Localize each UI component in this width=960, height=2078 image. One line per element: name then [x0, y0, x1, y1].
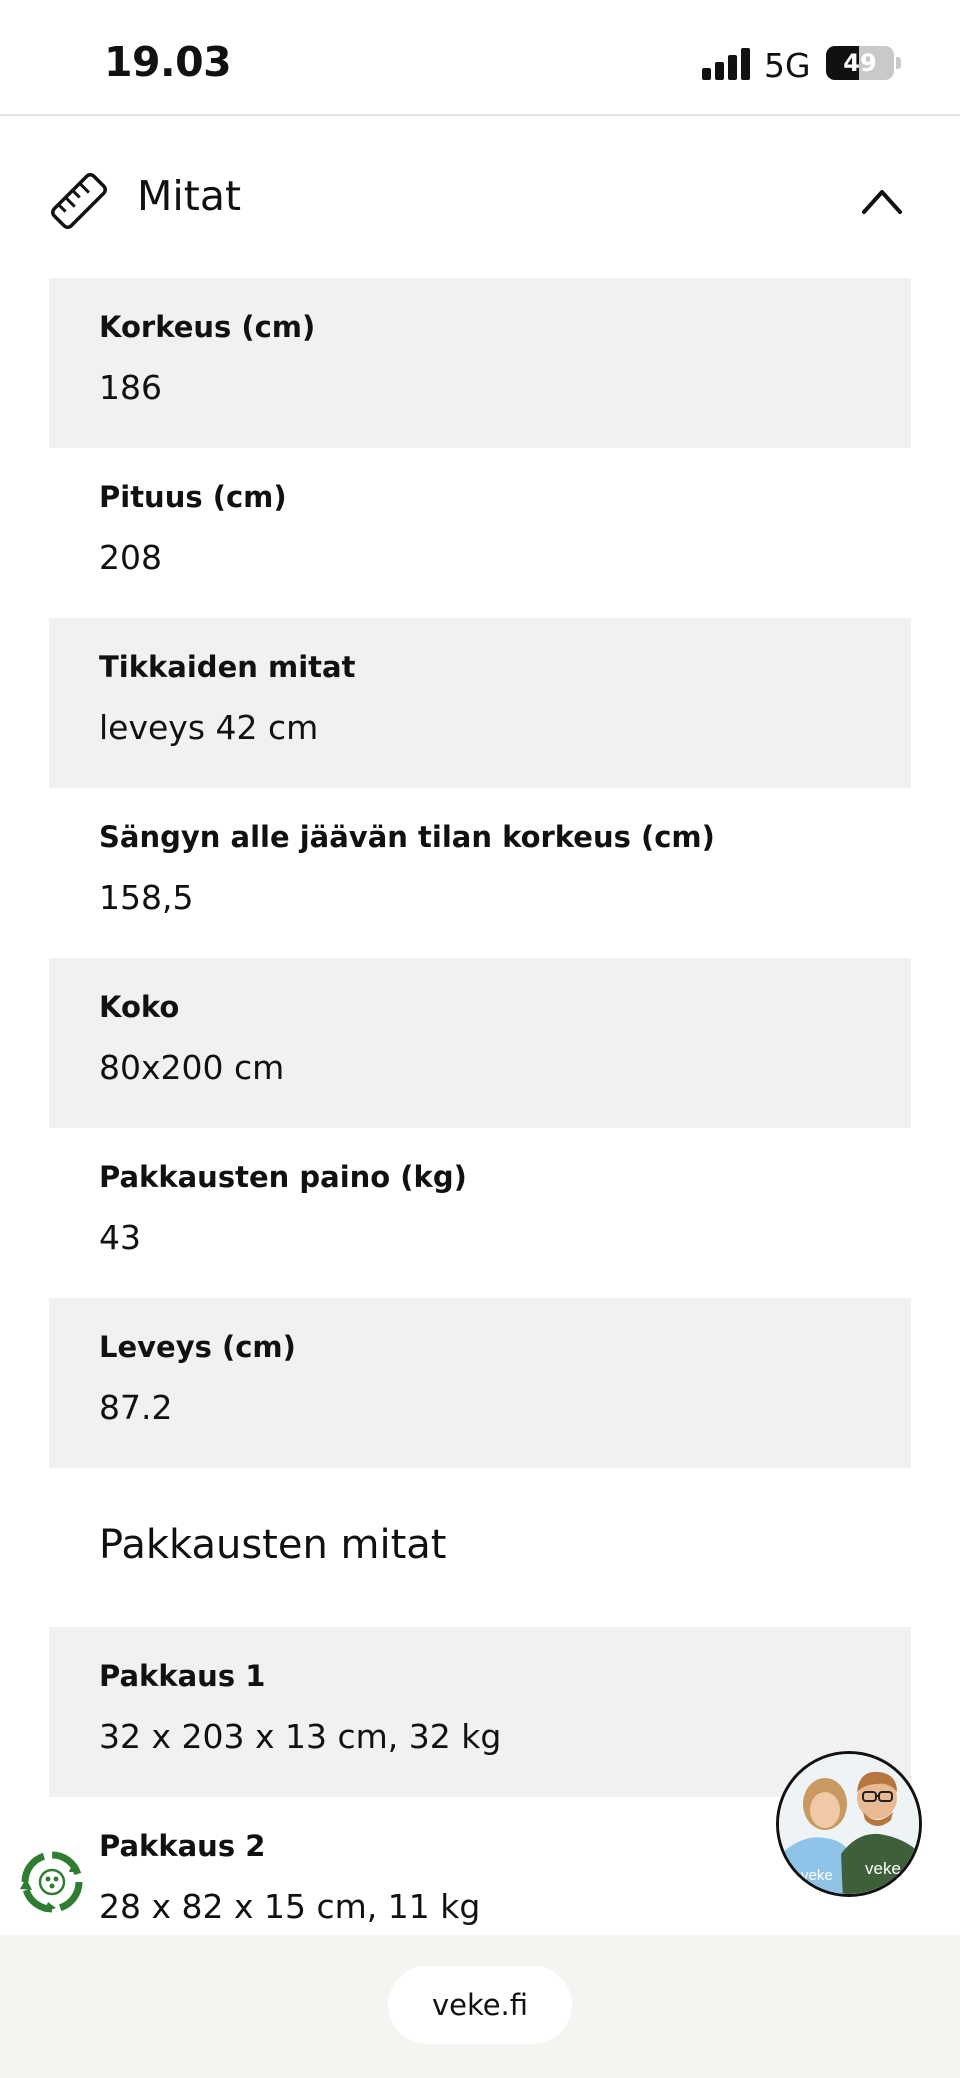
spec-row [49, 1128, 911, 1298]
spec-value: 158,5 [99, 878, 194, 917]
spec-value: 186 [99, 368, 162, 407]
chat-support-button[interactable] [776, 1751, 922, 1897]
spec-value: 80x200 cm [99, 1048, 285, 1087]
spec-value: 208 [99, 538, 162, 577]
spec-label: Leveys (cm) [99, 1330, 296, 1364]
support-team-avatar [779, 1754, 922, 1897]
network-type: 5G [764, 46, 811, 85]
status-time: 19.03 [104, 38, 232, 86]
spec-label: Korkeus (cm) [99, 310, 316, 344]
avatar-brand-right: veke [865, 1859, 901, 1878]
spec-label: Pakkausten paino (kg) [99, 1160, 467, 1194]
spec-value: 87.2 [99, 1388, 173, 1427]
spec-row [49, 448, 911, 618]
battery-level: 49 [843, 49, 877, 77]
package-value: 32 x 203 x 13 cm, 32 kg [99, 1717, 502, 1756]
spec-value: leveys 42 cm [99, 708, 319, 747]
section-title: Mitat [137, 172, 242, 220]
spec-row [49, 278, 911, 448]
status-bar [0, 0, 960, 116]
package-value: 28 x 82 x 15 cm, 11 kg [99, 1887, 481, 1926]
spec-row [49, 958, 911, 1128]
spec-list [49, 278, 911, 1468]
spec-label: Sängyn alle jäävän tilan korkeus (cm) [99, 820, 715, 854]
package-row [49, 1627, 911, 1797]
spec-row [49, 788, 911, 958]
packages-title: Pakkausten mitat [99, 1522, 447, 1568]
spec-value: 43 [99, 1218, 141, 1257]
spec-row [49, 1298, 911, 1468]
recycle-icon[interactable] [16, 1846, 88, 1918]
battery-cap [896, 57, 901, 69]
browser-bottom-bar [0, 1935, 960, 2078]
avatar-brand-left: veke [801, 1867, 833, 1884]
spec-label: Pituus (cm) [99, 480, 287, 514]
spec-label: Koko [99, 990, 180, 1024]
address-bar[interactable]: veke.fi [388, 1966, 572, 2044]
chevron-up-icon[interactable] [856, 178, 908, 222]
package-label: Pakkaus 2 [99, 1829, 266, 1863]
signal-icon [702, 48, 750, 80]
ruler-icon [48, 170, 110, 232]
spec-label: Tikkaiden mitat [99, 650, 356, 684]
spec-row [49, 618, 911, 788]
battery-icon [826, 46, 894, 80]
section-header-mitat[interactable] [0, 150, 960, 250]
package-label: Pakkaus 1 [99, 1659, 266, 1693]
